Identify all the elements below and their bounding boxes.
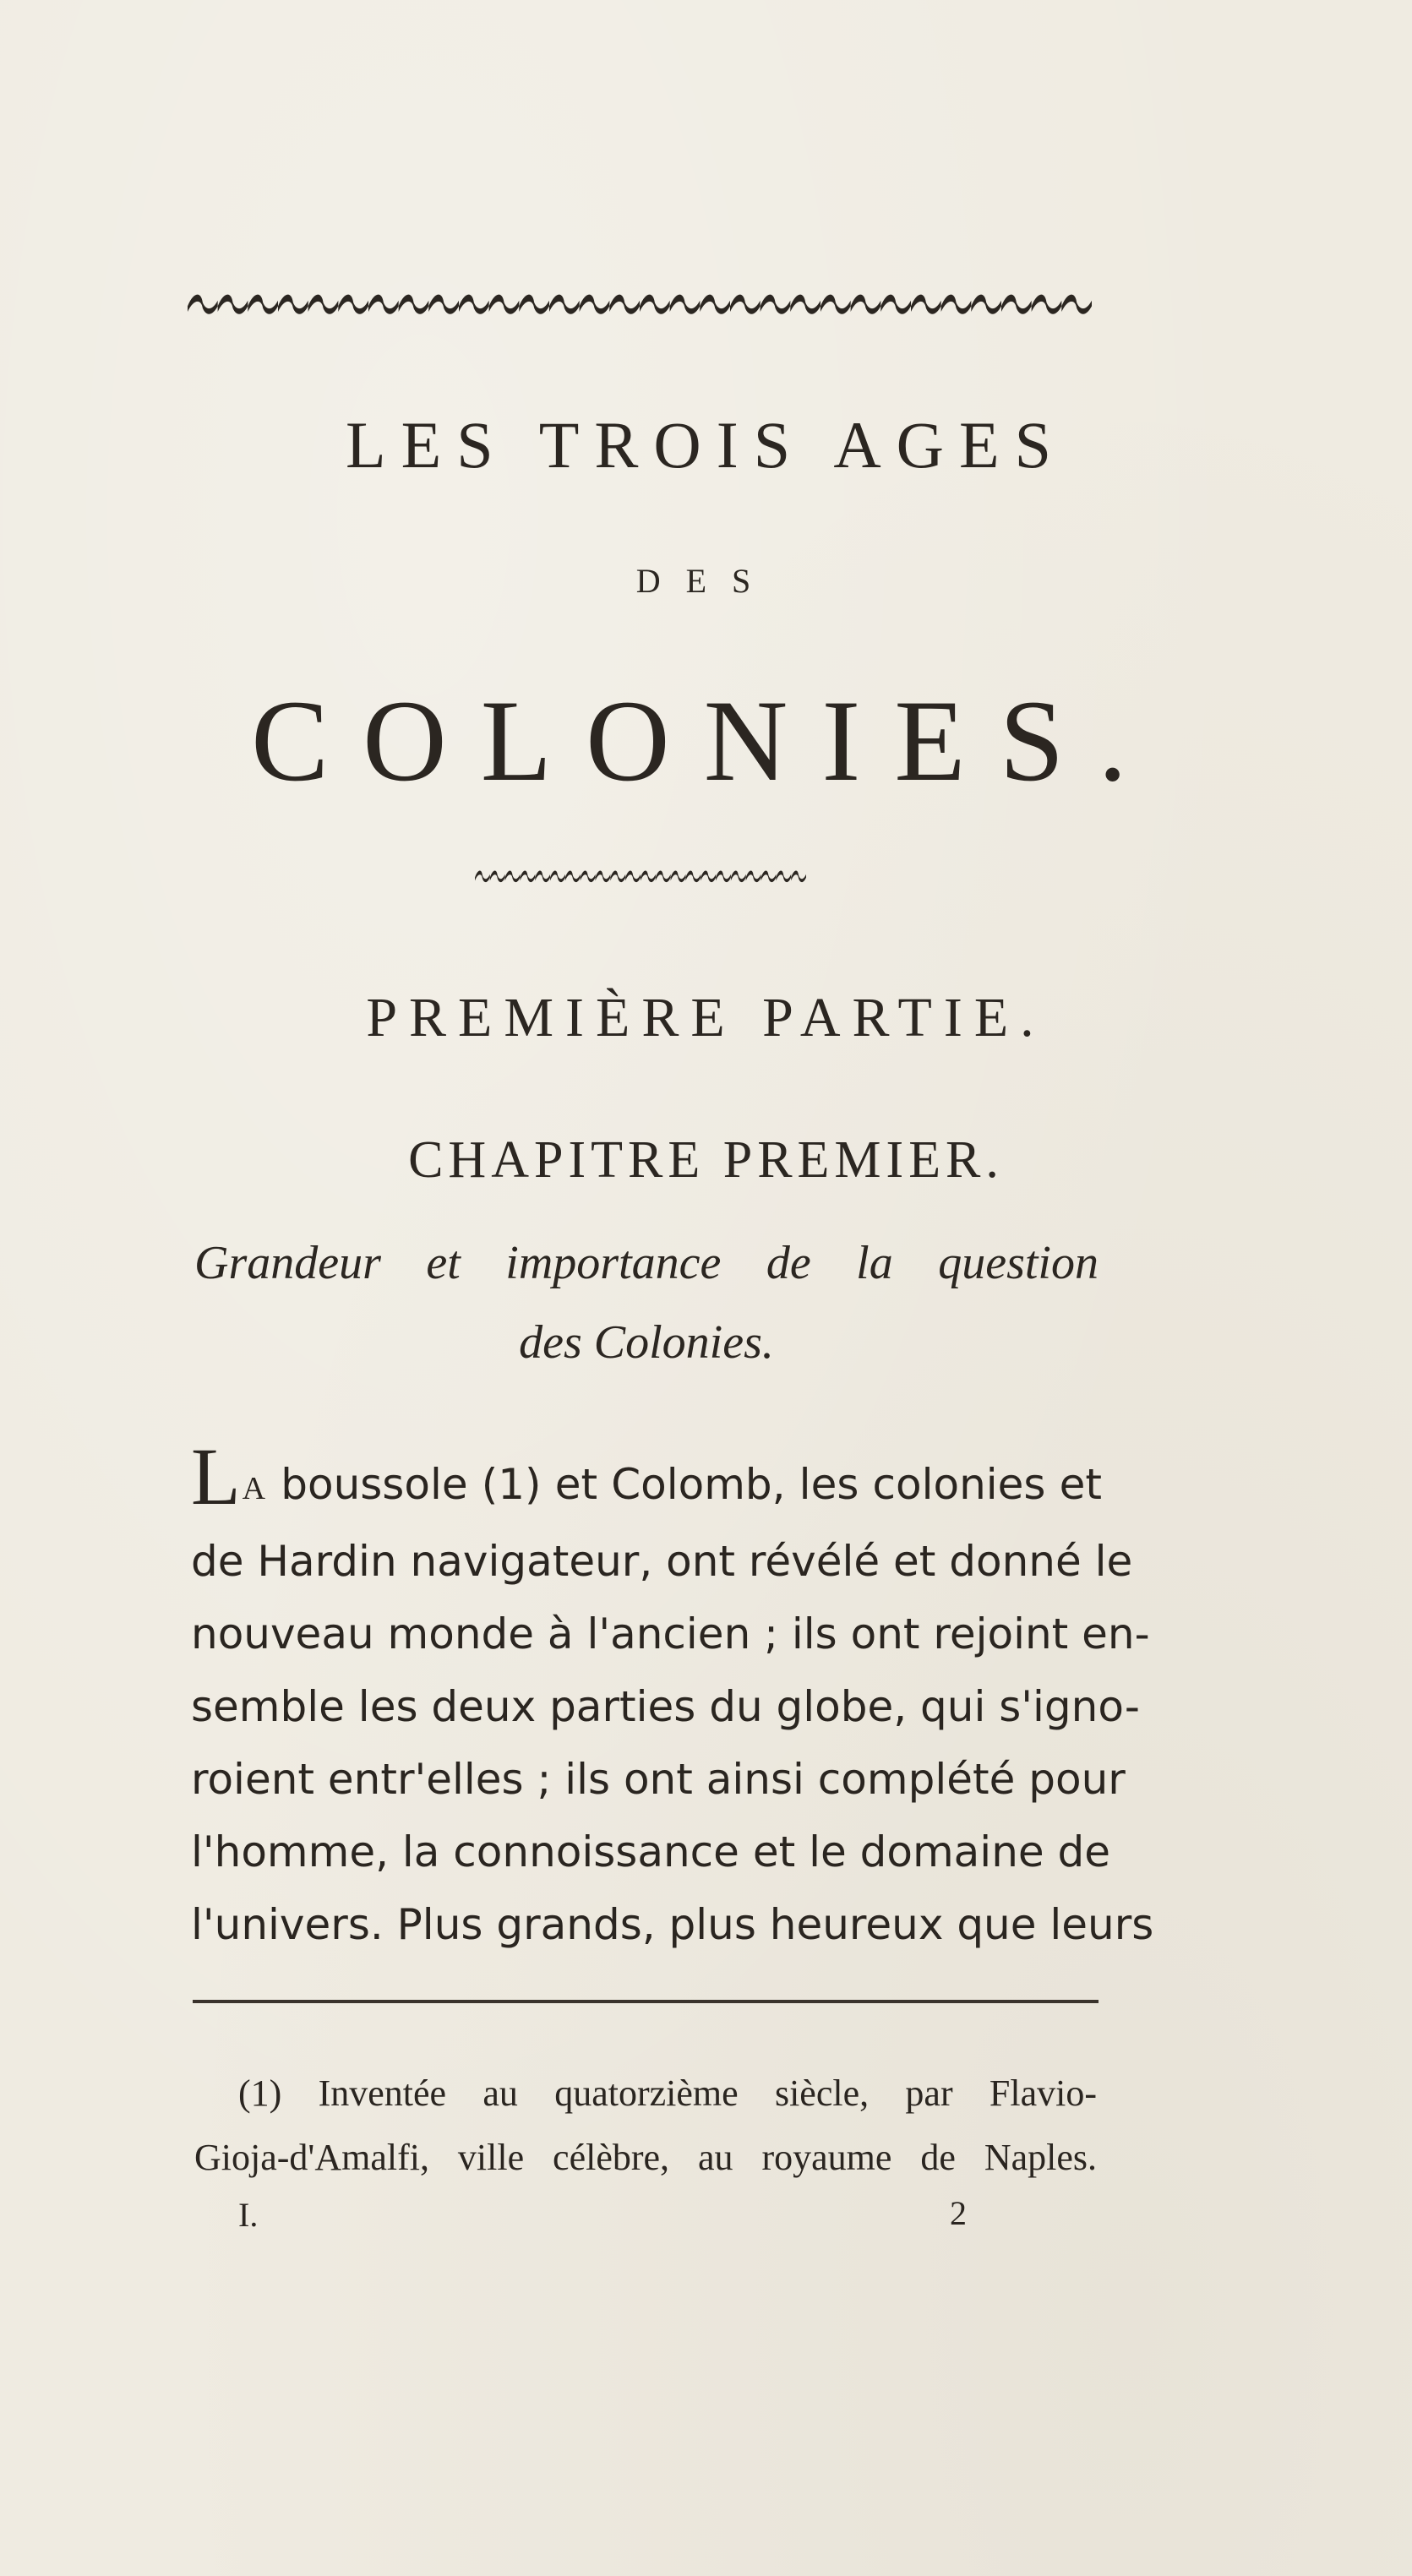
body-paragraph: [191, 1431, 1154, 1961]
ornament-glyph: [399, 295, 429, 314]
ornament-glyph: [701, 870, 716, 882]
chapter-title: CHAPITRE PREMIER.: [408, 1131, 1004, 1189]
footnote-divider: [193, 2000, 1099, 2003]
ornament-glyph: [731, 870, 746, 882]
body-line: nouveau monde à l'ancien ; ils ont rejoint en-: [191, 1609, 1150, 1658]
body-line-1: [191, 1431, 1102, 1525]
title-line-1: LES TROIS AGES: [346, 408, 1066, 482]
footnote-line-2: Gioja-d'Amalfi, ville célèbre, au royaume de Naples.: [194, 2137, 1097, 2178]
ornament-glyph: [716, 870, 731, 882]
footnote-line-1: (1) Inventée au quatorzième siècle, par Flavio-: [238, 2072, 1097, 2114]
body-line: l'homme, la connoissance et le domaine de: [191, 1827, 1111, 1876]
ornament-glyph: [791, 870, 806, 882]
ornament-glyph: [700, 295, 730, 314]
ornament-glyph: [820, 295, 851, 314]
ornament-glyph: [640, 295, 670, 314]
ornament-glyph: [880, 295, 911, 314]
body-line: semble les deux parties du globe, qui s'igno-: [191, 1682, 1140, 1731]
ornament-glyph: [641, 870, 656, 882]
ornament-glyph: [489, 295, 520, 314]
middle-ornament-rule: [475, 865, 806, 885]
ornament-glyph: [685, 870, 701, 882]
subtitle-line-2: des Colonies.: [519, 1316, 774, 1369]
ornament-glyph: [581, 870, 596, 882]
signature-mark-right: 2: [950, 2194, 967, 2232]
ornament-glyph: [761, 295, 791, 314]
ornament-glyph: [550, 870, 565, 882]
part-title: PREMIÈRE PARTIE.: [366, 987, 1046, 1048]
ornament-glyph: [761, 870, 777, 882]
ornament-glyph: [911, 295, 941, 314]
ornament-glyph: [1032, 295, 1062, 314]
ornament-glyph: [188, 295, 218, 314]
ornament-glyph: [1001, 295, 1032, 314]
title-line-3: COLONIES.: [251, 676, 1161, 805]
body-line: l'univers. Plus grands, plus heureux que leurs: [191, 1900, 1154, 1949]
ornament-glyph: [535, 870, 550, 882]
ornament-glyph: [248, 295, 278, 314]
ornament-glyph: [490, 870, 505, 882]
ornament-glyph: [971, 295, 1001, 314]
ornament-glyph: [428, 295, 459, 314]
ornament-glyph: [580, 295, 610, 314]
ornament-glyph: [505, 870, 521, 882]
ornament-glyph: [565, 870, 581, 882]
ornament-glyph: [671, 870, 686, 882]
ornament-glyph: [790, 295, 820, 314]
small-cap: A: [242, 1471, 268, 1506]
ornament-glyph: [625, 870, 641, 882]
chapter-subtitle: [194, 1223, 1099, 1382]
subtitle-line-1: Grandeur et importance de la question: [194, 1237, 1099, 1289]
ornament-glyph: [851, 295, 881, 314]
ornament-glyph: [338, 295, 368, 314]
footnote: [194, 2061, 1097, 2190]
ornament-glyph: [1061, 295, 1092, 314]
signature-mark-left: I.: [238, 2196, 259, 2234]
ornament-glyph: [308, 295, 339, 314]
ornament-glyph: [475, 870, 490, 882]
ornament-glyph: [368, 295, 399, 314]
ornament-glyph: [459, 295, 489, 314]
ornament-glyph: [519, 295, 549, 314]
ornament-glyph: [520, 870, 535, 882]
body-line: de Hardin navigateur, ont révélé et donné le: [191, 1537, 1133, 1586]
ornament-glyph: [609, 295, 640, 314]
ornament-glyph: [278, 295, 308, 314]
body-line-1-text: boussole (1) et Colomb, les colonies et: [267, 1460, 1102, 1509]
ornament-glyph: [730, 295, 761, 314]
ornament-glyph: [746, 870, 761, 882]
body-line: roient entr'elles ; ils ont ainsi complété pour: [191, 1755, 1126, 1804]
title-line-2: DES: [635, 562, 777, 600]
ornament-glyph: [941, 295, 972, 314]
top-ornament-rule: [188, 287, 1092, 318]
ornament-glyph: [549, 295, 580, 314]
ornament-glyph: [656, 870, 671, 882]
ornament-glyph: [776, 870, 791, 882]
ornament-glyph: [610, 870, 625, 882]
drop-cap: L: [191, 1431, 241, 1522]
ornament-glyph: [596, 870, 611, 882]
ornament-glyph: [218, 295, 248, 314]
ornament-glyph: [670, 295, 701, 314]
